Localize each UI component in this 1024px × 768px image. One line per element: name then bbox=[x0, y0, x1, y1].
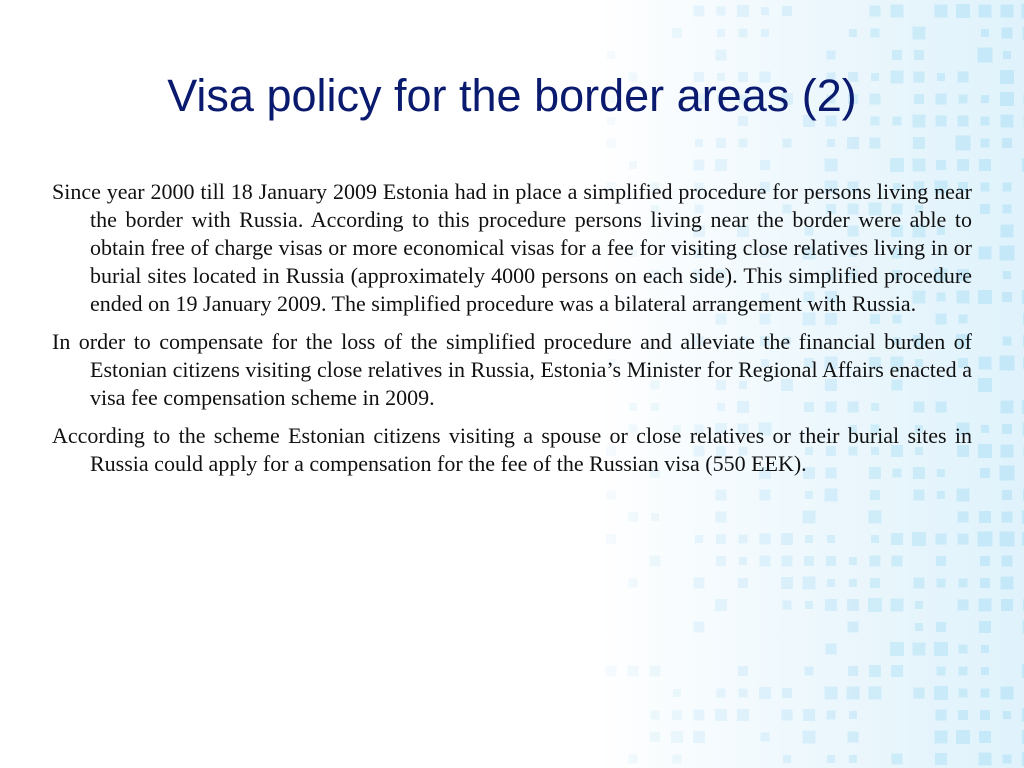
pattern-tile bbox=[980, 710, 990, 720]
pattern-tile bbox=[805, 491, 813, 499]
pattern-tile bbox=[936, 622, 946, 632]
pattern-tile bbox=[827, 139, 835, 147]
pattern-tile bbox=[1002, 490, 1012, 500]
pattern-tile bbox=[672, 710, 682, 720]
pattern-tile bbox=[847, 599, 859, 611]
pattern-tile bbox=[980, 556, 990, 566]
pattern-tile bbox=[782, 710, 793, 721]
pattern-tile bbox=[868, 598, 882, 612]
pattern-tile bbox=[870, 138, 881, 149]
pattern-tile bbox=[761, 7, 769, 15]
pattern-tile bbox=[937, 667, 946, 676]
pattern-tile bbox=[760, 534, 771, 545]
pattern-tile bbox=[913, 159, 926, 172]
pattern-tile bbox=[805, 535, 813, 543]
pattern-tile bbox=[650, 556, 661, 567]
pattern-tile bbox=[936, 556, 946, 566]
pattern-tile bbox=[739, 29, 748, 38]
pattern-tile bbox=[825, 687, 838, 700]
pattern-tile bbox=[849, 755, 857, 763]
pattern-tile bbox=[826, 556, 836, 566]
pattern-tile bbox=[978, 290, 992, 304]
pattern-tile bbox=[781, 577, 793, 589]
pattern-tile bbox=[715, 599, 727, 611]
paragraph-compensation-scheme: In order to compensate for the loss of the simplified procedure and alleviate the financial burden of Estonian citizens visiting close relatives in Russia, Estonia’s Minister for Regional Affairs enacted a visa fee compensation scheme in 2009. bbox=[52, 329, 972, 410]
pattern-tile bbox=[979, 247, 992, 260]
pattern-tile bbox=[1001, 599, 1013, 611]
slide-body bbox=[52, 178, 972, 488]
pattern-tile bbox=[671, 731, 683, 743]
pattern-tile bbox=[739, 557, 747, 565]
pattern-tile bbox=[959, 667, 968, 676]
pattern-tile bbox=[871, 29, 880, 38]
pattern-tile bbox=[805, 601, 813, 609]
pattern-tile bbox=[958, 512, 969, 523]
pattern-tile bbox=[825, 159, 838, 172]
pattern-tile bbox=[870, 490, 880, 500]
pattern-tile bbox=[827, 51, 836, 60]
pattern-tile bbox=[783, 755, 791, 763]
pattern-tile bbox=[804, 556, 814, 566]
pattern-tile bbox=[715, 159, 727, 171]
pattern-tile bbox=[694, 160, 705, 171]
pattern-tile bbox=[1000, 356, 1015, 371]
pattern-tile bbox=[980, 578, 990, 588]
pattern-tile bbox=[979, 599, 992, 612]
paragraph-simplified-procedure: Since year 2000 till 18 January 2009 Estonia had in place a simplified procedure for persons living near the border with Russia. According to this procedure persons living near the border were able to obtain free of charge visas or more economical visas for a fee for visiting close relatives living in or burial sites located in Russia (approximately 4000 persons on each side). This simplified procedure ended on 19 January 2009. The simplified procedure was a bilateral arrangement with Russia. bbox=[52, 179, 972, 316]
pattern-tile bbox=[1000, 466, 1015, 481]
pattern-tile bbox=[1003, 755, 1012, 764]
pattern-tile bbox=[935, 5, 948, 18]
pattern-tile bbox=[980, 204, 990, 214]
pattern-tile bbox=[978, 378, 992, 392]
pattern-tile bbox=[981, 425, 989, 433]
pattern-tile bbox=[956, 4, 970, 18]
pattern-tile bbox=[914, 490, 925, 501]
pattern-tile bbox=[915, 601, 923, 609]
pattern-tile bbox=[959, 689, 968, 698]
pattern-tile bbox=[979, 753, 992, 766]
pattern-tile bbox=[891, 599, 904, 612]
pattern-tile bbox=[673, 689, 681, 697]
pattern-tile bbox=[981, 29, 989, 37]
pattern-tile bbox=[628, 512, 638, 522]
pattern-tile bbox=[958, 710, 968, 720]
pattern-tile bbox=[716, 534, 726, 544]
pattern-tile bbox=[695, 139, 703, 147]
pattern-tile bbox=[849, 557, 857, 565]
slide-title: Visa policy for the border areas (2) bbox=[167, 70, 857, 121]
pattern-tile bbox=[673, 755, 682, 764]
pattern-tile bbox=[1003, 183, 1012, 192]
pattern-tile bbox=[1001, 225, 1014, 238]
pattern-tile bbox=[759, 687, 771, 699]
pattern-tile bbox=[717, 689, 726, 698]
pattern-tile bbox=[783, 139, 792, 148]
pattern-tile bbox=[805, 667, 814, 676]
pattern-tile bbox=[981, 689, 990, 698]
pattern-tile bbox=[1002, 292, 1012, 302]
pattern-tile bbox=[716, 556, 726, 566]
pattern-tile bbox=[782, 556, 793, 567]
pattern-tile bbox=[1003, 711, 1011, 719]
pattern-tile bbox=[739, 535, 748, 544]
pattern-tile bbox=[935, 753, 947, 765]
pattern-tile bbox=[869, 665, 881, 677]
pattern-tile bbox=[891, 5, 904, 18]
pattern-tile bbox=[827, 579, 835, 587]
pattern-tile bbox=[738, 578, 748, 588]
pattern-tile bbox=[737, 5, 749, 17]
pattern-tile bbox=[803, 577, 816, 590]
pattern-tile bbox=[607, 491, 616, 500]
pattern-tile bbox=[981, 183, 990, 192]
pattern-tile bbox=[979, 357, 992, 370]
pattern-tile bbox=[1002, 556, 1013, 567]
pattern-tile bbox=[606, 534, 616, 544]
pattern-tile bbox=[936, 160, 946, 170]
pattern-tile bbox=[934, 686, 948, 700]
pattern-tile bbox=[913, 643, 926, 656]
pattern-tile bbox=[629, 579, 638, 588]
pattern-tile bbox=[1003, 51, 1011, 59]
pattern-tile bbox=[695, 535, 703, 543]
pattern-tile bbox=[979, 621, 991, 633]
pattern-tile bbox=[782, 688, 792, 698]
pattern-tile bbox=[912, 532, 926, 546]
pattern-tile bbox=[848, 666, 858, 676]
pattern-tile bbox=[607, 51, 615, 59]
pattern-tile bbox=[914, 50, 924, 60]
pattern-tile bbox=[737, 709, 749, 721]
pattern-tile bbox=[892, 754, 903, 765]
pattern-tile bbox=[1003, 271, 1011, 279]
pattern-tile bbox=[782, 6, 792, 16]
pattern-tile bbox=[716, 138, 726, 148]
pattern-tile bbox=[1003, 205, 1012, 214]
pattern-tile bbox=[935, 731, 948, 744]
pattern-tile bbox=[848, 732, 859, 743]
pattern-tile bbox=[651, 711, 660, 720]
pattern-tile bbox=[1000, 532, 1015, 547]
pattern-tile bbox=[1001, 577, 1014, 590]
pattern-tile bbox=[1002, 28, 1013, 39]
pattern-tile bbox=[870, 578, 880, 588]
pattern-tile bbox=[937, 491, 945, 499]
pattern-tile bbox=[957, 159, 969, 171]
pattern-tile bbox=[979, 5, 992, 18]
pattern-tile bbox=[716, 490, 727, 501]
pattern-tile bbox=[739, 139, 748, 148]
pattern-tile bbox=[1000, 246, 1015, 261]
pattern-tile bbox=[981, 645, 989, 653]
pattern-tile bbox=[738, 666, 748, 676]
pattern-tile bbox=[1002, 138, 1012, 148]
pattern-tile bbox=[672, 28, 682, 38]
pattern-tile bbox=[827, 711, 836, 720]
pattern-tile bbox=[717, 29, 725, 37]
pattern-tile bbox=[913, 137, 925, 149]
pattern-tile bbox=[978, 532, 993, 547]
pattern-tile bbox=[847, 687, 860, 700]
pattern-tile bbox=[913, 27, 926, 40]
pattern-tile bbox=[957, 489, 970, 502]
pattern-tile bbox=[717, 7, 726, 16]
pattern-tile bbox=[979, 731, 991, 743]
pattern-tile bbox=[870, 556, 881, 567]
pattern-tile bbox=[760, 160, 770, 170]
pattern-tile bbox=[607, 139, 616, 148]
pattern-tile bbox=[760, 556, 771, 567]
pattern-tile bbox=[847, 137, 859, 149]
pattern-tile bbox=[934, 642, 948, 656]
pattern-tile bbox=[978, 444, 992, 458]
pattern-tile bbox=[869, 687, 882, 700]
pattern-tile bbox=[1002, 424, 1012, 434]
pattern-tile bbox=[694, 578, 705, 589]
pattern-tile bbox=[694, 622, 705, 633]
pattern-tile bbox=[826, 644, 837, 655]
pattern-tile bbox=[629, 161, 637, 169]
pattern-tile bbox=[1003, 337, 1012, 346]
pattern-tile bbox=[914, 688, 925, 699]
pattern-tile bbox=[891, 665, 903, 677]
pattern-tile bbox=[803, 709, 815, 721]
pattern-tile bbox=[959, 579, 968, 588]
pattern-tile bbox=[761, 29, 769, 37]
pattern-tile bbox=[956, 136, 971, 151]
pattern-tile bbox=[825, 599, 837, 611]
pattern-tile bbox=[1002, 512, 1013, 523]
pattern-tile bbox=[937, 579, 946, 588]
pattern-tile bbox=[781, 533, 793, 545]
pattern-tile bbox=[1001, 5, 1014, 18]
pattern-tile bbox=[979, 159, 991, 171]
pattern-tile bbox=[739, 689, 748, 698]
pattern-tile bbox=[978, 48, 993, 63]
pattern-tile bbox=[936, 710, 947, 721]
pattern-tile bbox=[1001, 445, 1014, 458]
pattern-tile bbox=[650, 666, 661, 677]
pattern-tile bbox=[891, 533, 903, 545]
pattern-tile bbox=[803, 731, 816, 744]
pattern-tile bbox=[980, 468, 990, 478]
pattern-tile bbox=[892, 556, 903, 567]
pattern-tile bbox=[915, 623, 923, 631]
pattern-tile bbox=[715, 709, 727, 721]
pattern-tile bbox=[716, 50, 727, 61]
pattern-tile bbox=[871, 535, 879, 543]
pattern-tile bbox=[628, 666, 639, 677]
pattern-tile bbox=[981, 667, 989, 675]
pattern-tile bbox=[849, 711, 857, 719]
pattern-tile bbox=[760, 490, 771, 501]
pattern-tile bbox=[936, 534, 947, 545]
pattern-tile bbox=[693, 731, 705, 743]
paragraph-scheme-eligibility: According to the scheme Estonian citizens visiting a spouse or close relatives or their burial sites in Russia could apply for a compensation for the fee of the Russian visa (550 EEK). bbox=[52, 423, 972, 476]
pattern-tile bbox=[650, 732, 660, 742]
pattern-tile bbox=[979, 511, 991, 523]
pattern-tile bbox=[694, 6, 705, 17]
pattern-tile bbox=[849, 29, 857, 37]
pattern-tile bbox=[827, 535, 835, 543]
pattern-tile bbox=[827, 755, 835, 763]
pattern-tile bbox=[914, 578, 925, 589]
pattern-tile bbox=[629, 755, 638, 764]
pattern-tile bbox=[890, 642, 904, 656]
pattern-tile bbox=[958, 600, 969, 611]
pattern-tile bbox=[890, 158, 904, 172]
pattern-tile bbox=[981, 139, 990, 148]
pattern-tile bbox=[716, 512, 727, 523]
pattern-tile bbox=[870, 6, 881, 17]
pattern-tile bbox=[956, 730, 970, 744]
pattern-tile bbox=[761, 733, 770, 742]
pattern-tile bbox=[651, 513, 659, 521]
pattern-tile bbox=[825, 489, 838, 502]
pattern-tile bbox=[849, 579, 857, 587]
pattern-tile bbox=[1001, 687, 1014, 700]
pattern-tile bbox=[606, 666, 617, 677]
pattern-tile bbox=[958, 534, 969, 545]
pattern-tile bbox=[783, 601, 792, 610]
pattern-tile bbox=[848, 622, 859, 633]
pattern-tile bbox=[892, 50, 902, 60]
pattern-tile bbox=[1001, 401, 1014, 414]
pattern-tile bbox=[959, 645, 968, 654]
pattern-tile bbox=[694, 710, 705, 721]
pattern-tile bbox=[869, 511, 882, 524]
pattern-tile bbox=[803, 511, 816, 524]
